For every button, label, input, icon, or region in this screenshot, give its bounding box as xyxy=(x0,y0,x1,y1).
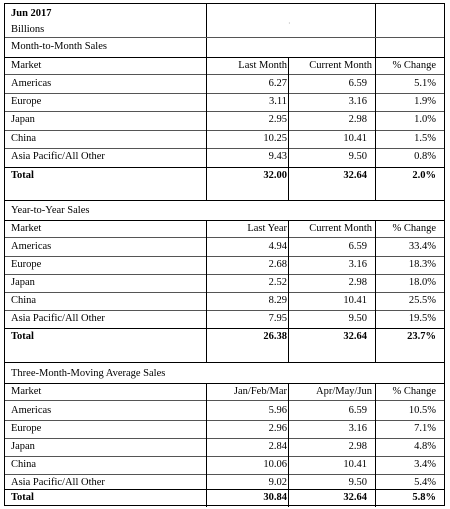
cell-pct-change: 5.4% xyxy=(414,477,436,488)
table-row xyxy=(5,292,444,309)
row-divider xyxy=(5,400,444,401)
cell-value-a: 3.11 xyxy=(269,96,287,107)
cell-value-b: 2.98 xyxy=(348,277,367,288)
cell-pct-change: 18.3% xyxy=(408,259,436,270)
cell-value-b: 6.59 xyxy=(348,405,367,416)
table-header-row xyxy=(5,57,444,74)
row-divider xyxy=(5,292,444,293)
cell-market: China xyxy=(11,459,37,470)
cell-value-a: 2.96 xyxy=(268,423,287,434)
cell-value-b: 6.59 xyxy=(348,78,367,89)
column-divider xyxy=(375,4,376,57)
table-row xyxy=(5,310,444,327)
cell-value-a: 30.84 xyxy=(263,492,287,503)
section-title-row xyxy=(5,365,444,382)
row-divider xyxy=(5,74,444,75)
row-divider xyxy=(5,256,444,257)
section-title: Month-to-Month Sales xyxy=(11,41,107,52)
cell-value-a: 6.27 xyxy=(268,78,287,89)
cell-value-b: 3.16 xyxy=(348,96,367,107)
cell-value-a: 2.95 xyxy=(268,114,287,125)
cell-value-b: 2.98 xyxy=(348,441,367,452)
section-title-row xyxy=(5,202,444,219)
cell-value-b: 10.41 xyxy=(343,133,367,144)
cell-value-a: 9.02 xyxy=(268,477,287,488)
column-divider xyxy=(206,383,207,507)
column-divider xyxy=(288,220,289,362)
table-row xyxy=(5,130,444,147)
table-row xyxy=(5,238,444,255)
header-market: Market xyxy=(11,386,42,397)
cell-value-b: 3.16 xyxy=(348,259,367,270)
sales-report-table xyxy=(4,3,445,506)
cell-pct-change: 5.8% xyxy=(412,492,436,503)
cell-market: Total xyxy=(11,170,34,181)
table-row xyxy=(5,93,444,110)
cell-value-a: 5.96 xyxy=(268,405,287,416)
table-row xyxy=(5,111,444,128)
row-divider xyxy=(5,130,444,131)
header-market: Market xyxy=(11,60,42,71)
row-divider xyxy=(5,148,444,149)
cell-value-a: 2.84 xyxy=(268,441,287,452)
cell-value-b: 32.64 xyxy=(343,492,367,503)
cell-market: Europe xyxy=(11,96,42,107)
cell-value-a: 4.94 xyxy=(268,241,287,252)
header-value-b: Apr/May/Jun xyxy=(316,386,372,397)
row-divider xyxy=(5,200,444,201)
table-header-row xyxy=(5,220,444,237)
row-divider xyxy=(5,328,444,329)
row-divider xyxy=(5,489,444,490)
header-value-a: Last Year xyxy=(247,223,287,234)
table-row xyxy=(5,274,444,291)
header-market: Market xyxy=(11,223,42,234)
table-row xyxy=(5,148,444,165)
cell-value-a: 2.52 xyxy=(268,277,287,288)
row-divider xyxy=(5,310,444,311)
row-divider xyxy=(5,93,444,94)
cell-pct-change: 7.1% xyxy=(414,423,436,434)
header-value-b: Current Month xyxy=(309,223,372,234)
cell-pct-change: 33.4% xyxy=(408,241,436,252)
row-divider xyxy=(5,220,444,221)
row-divider xyxy=(5,167,444,168)
header-value-b: Current Month xyxy=(309,60,372,71)
cell-value-a: 26.38 xyxy=(263,331,287,342)
section-title: Three-Month-Moving Average Sales xyxy=(11,368,166,379)
cell-value-a: 8.29 xyxy=(268,295,287,306)
cell-value-a: 7.95 xyxy=(268,313,287,324)
cell-market: Japan xyxy=(11,277,35,288)
cell-value-b: 32.64 xyxy=(343,170,367,181)
row-divider xyxy=(5,362,444,363)
report-units: Billions xyxy=(11,24,45,35)
header-value-a: Jan/Feb/Mar xyxy=(233,386,287,397)
report-units-row xyxy=(5,21,444,38)
cell-market: Japan xyxy=(11,114,35,125)
cell-value-b: 9.50 xyxy=(348,313,367,324)
cell-value-b: 2.98 xyxy=(348,114,367,125)
cell-market: Americas xyxy=(11,241,52,252)
cell-pct-change: 4.8% xyxy=(414,441,436,452)
cell-market: Europe xyxy=(11,259,42,270)
cell-pct-change: 0.8% xyxy=(414,151,436,162)
column-divider xyxy=(375,220,376,362)
cell-market: Japan xyxy=(11,441,35,452)
column-divider xyxy=(375,383,376,507)
total-row xyxy=(5,167,444,184)
header-pct-change: % Change xyxy=(392,386,436,397)
cell-pct-change: 2.0% xyxy=(412,170,436,181)
cell-value-b: 10.41 xyxy=(343,295,367,306)
cell-value-b: 9.50 xyxy=(348,477,367,488)
cell-pct-change: 1.0% xyxy=(414,114,436,125)
cell-pct-change: 1.9% xyxy=(414,96,436,107)
cell-value-b: 6.59 xyxy=(348,241,367,252)
cell-market: Asia Pacific/All Other xyxy=(11,151,105,162)
cell-market: Americas xyxy=(11,78,52,89)
cell-pct-change: 18.0% xyxy=(408,277,436,288)
column-divider xyxy=(206,57,207,200)
cell-value-b: 10.41 xyxy=(343,459,367,470)
total-row xyxy=(5,489,444,506)
table-row xyxy=(5,256,444,273)
cell-value-b: 9.50 xyxy=(348,151,367,162)
row-divider xyxy=(5,37,444,38)
section-title: Year-to-Year Sales xyxy=(11,205,90,216)
table-row xyxy=(5,456,444,473)
cell-value-a: 2.68 xyxy=(268,259,287,270)
table-row xyxy=(5,438,444,455)
header-value-a: Last Month xyxy=(238,60,287,71)
column-divider xyxy=(375,57,376,200)
cell-market: China xyxy=(11,133,37,144)
cell-market: China xyxy=(11,295,37,306)
row-divider xyxy=(5,420,444,421)
row-divider xyxy=(5,438,444,439)
row-divider xyxy=(5,474,444,475)
cell-pct-change: 19.5% xyxy=(408,313,436,324)
section-title-row xyxy=(5,38,444,55)
cell-market: Asia Pacific/All Other xyxy=(11,313,105,324)
cell-pct-change: 25.5% xyxy=(408,295,436,306)
cell-market: Americas xyxy=(11,405,52,416)
row-divider xyxy=(5,111,444,112)
row-divider xyxy=(5,237,444,238)
table-row xyxy=(5,420,444,437)
table-header-row xyxy=(5,383,444,400)
report-period: Jun 2017 xyxy=(11,8,52,19)
row-divider xyxy=(5,456,444,457)
table-row xyxy=(5,402,444,419)
cell-market: Europe xyxy=(11,423,42,434)
table-row xyxy=(5,75,444,92)
row-divider xyxy=(5,383,444,384)
column-divider xyxy=(206,220,207,362)
column-divider xyxy=(288,383,289,507)
row-divider xyxy=(5,57,444,58)
cell-market: Total xyxy=(11,492,34,503)
cell-value-a: 32.00 xyxy=(263,170,287,181)
column-divider xyxy=(206,4,207,57)
column-divider xyxy=(288,57,289,200)
report-period-row xyxy=(5,5,444,22)
header-pct-change: % Change xyxy=(392,60,436,71)
cell-pct-change: 10.5% xyxy=(408,405,436,416)
total-row xyxy=(5,328,444,345)
cell-market: Asia Pacific/All Other xyxy=(11,477,105,488)
cell-pct-change: 5.1% xyxy=(414,78,436,89)
cell-pct-change: 23.7% xyxy=(407,331,436,342)
scan-artifact-dot: · xyxy=(288,19,291,28)
cell-pct-change: 3.4% xyxy=(414,459,436,470)
cell-value-b: 32.64 xyxy=(343,331,367,342)
cell-market: Total xyxy=(11,331,34,342)
header-pct-change: % Change xyxy=(392,223,436,234)
row-divider xyxy=(5,274,444,275)
cell-value-a: 10.25 xyxy=(263,133,287,144)
cell-pct-change: 1.5% xyxy=(414,133,436,144)
cell-value-a: 10.06 xyxy=(263,459,287,470)
cell-value-a: 9.43 xyxy=(268,151,287,162)
cell-value-b: 3.16 xyxy=(348,423,367,434)
